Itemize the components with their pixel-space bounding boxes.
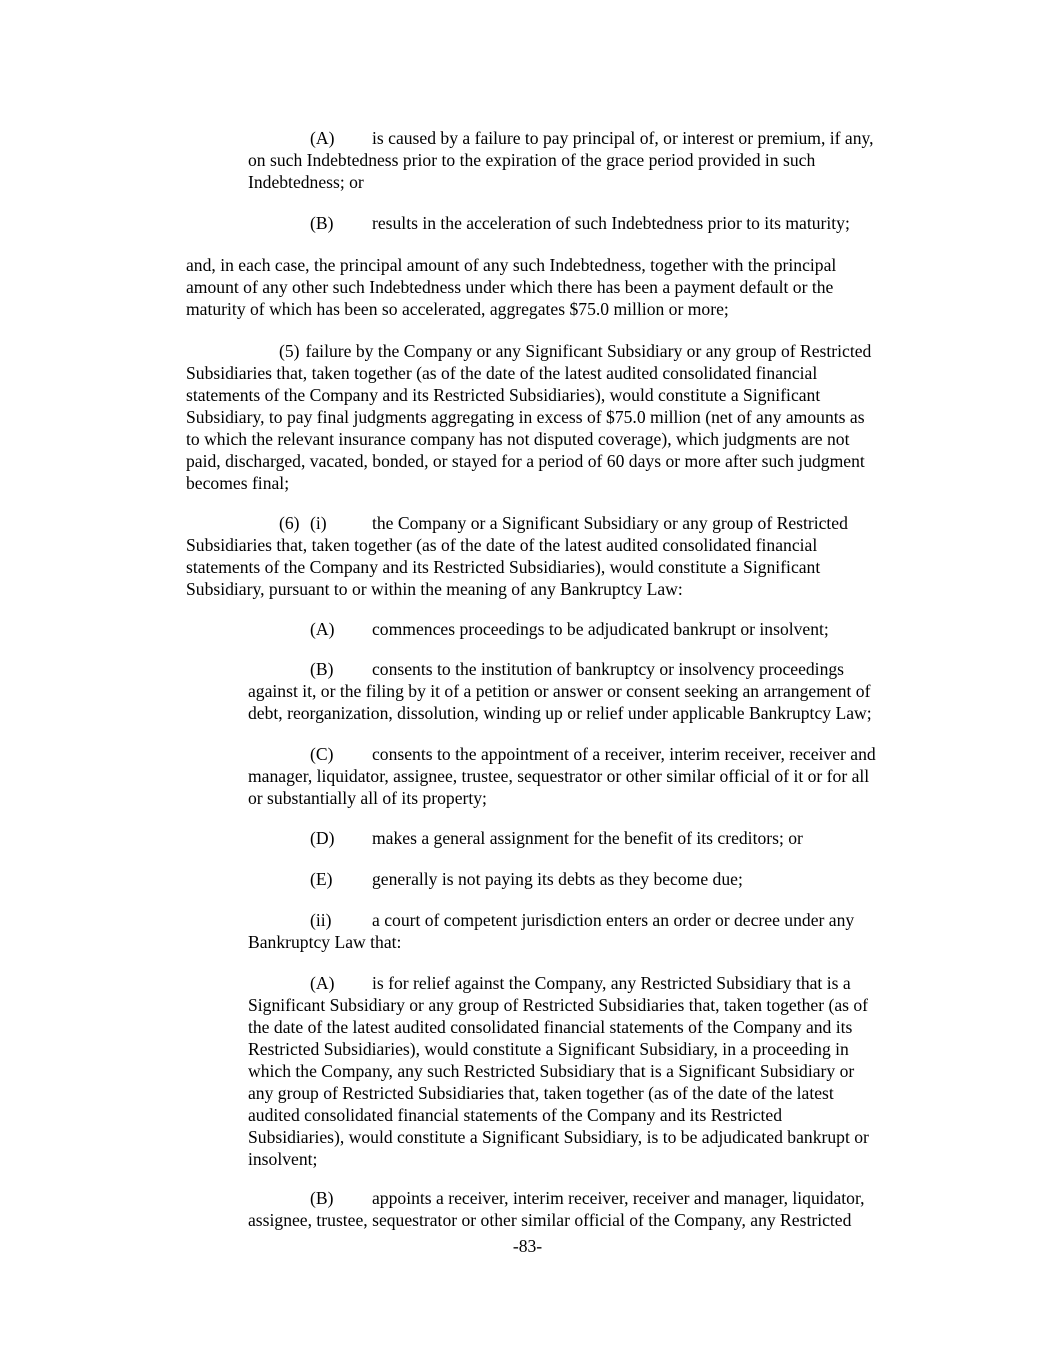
text-line: insolvent; [248,1149,318,1169]
text-line: Bankruptcy Law that: [248,932,402,952]
clause-6-i-bankruptcy [186,512,848,600]
text-line: which the Company, any such Restricted Subsidiary that is a Significant Subsidiary or [248,1061,855,1081]
text-line: Restricted Subsidiaries), would constitute a Significant Subsidiary, in a proceeding in [248,1039,849,1059]
text-line: and, in each case, the principal amount of any such Indebtedness, together with the principal [186,255,837,275]
clause-5-judgments [186,340,871,494]
text-line: results in the acceleration of such Indebtedness prior to its maturity; [372,213,850,233]
clause-label: (B) [310,1188,334,1208]
text-line: Subsidiaries that, taken together (as of the date of the latest audited consolidated financial [186,535,818,555]
text-line: Significant Subsidiary or any group of Restricted Subsidiaries that, taken together (as of [248,995,869,1015]
aggregate-paragraph [186,254,836,320]
clause-b-consents-institution [248,658,872,724]
text-line: audited consolidated financial statements of the Company and its Restricted [248,1105,783,1125]
clause-label: (D) [310,828,335,848]
text-line: Subsidiaries that, taken together (as of the date of the latest audited consolidated financial [186,363,818,383]
text-line: a court of competent jurisdiction enters an order or decree under any [372,910,855,930]
clause-label: (B) [310,213,334,233]
clause-sublabel: (i) [310,513,327,533]
clause-label: (A) [310,973,335,993]
text-line: maturity of which has been so accelerated, aggregates $75.0 million or more; [186,299,729,319]
text-line: is caused by a failure to pay principal of, or interest or premium, if any, [372,128,874,148]
text-line: consents to the appointment of a receiver, interim receiver, receiver and [372,744,876,764]
clause-a-commences [248,618,829,640]
clause-label: (6) [279,513,300,533]
clause-ii-court-order [248,909,854,953]
text-line: statements of the Company and its Restricted Subsidiaries), would constitute a Significant [186,385,821,405]
text-line: debt, reorganization, dissolution, winding up or relief under applicable Bankruptcy Law; [248,703,872,723]
text-line: failure by the Company or any Significant Subsidiary or any group of Restricted [305,341,872,361]
text-line: Subsidiary, pursuant to or within the meaning of any Bankruptcy Law: [186,579,683,599]
clause-d-assignment [248,827,803,849]
text-line: appoints a receiver, interim receiver, receiver and manager, liquidator, [372,1188,865,1208]
text-line: to which the relevant insurance company has not disputed coverage), which judgments are not [186,429,850,449]
clause-b-acceleration [248,212,850,234]
clause-label: (A) [310,619,335,639]
text-line: Subsidiary, to pay final judgments aggregating in excess of $75.0 million (net of any amounts as [186,407,865,427]
text-line: statements of the Company and its Restricted Subsidiaries), would constitute a Significant [186,557,821,577]
text-line: any group of Restricted Subsidiaries that, taken together (as of the date of the latest [248,1083,834,1103]
clause-label: (A) [310,128,335,148]
text-line: commences proceedings to be adjudicated bankrupt or insolvent; [372,619,829,639]
text-line: is for relief against the Company, any Restricted Subsidiary that is a [372,973,851,993]
page-number: -83- [512,1236,543,1256]
clause-a-payment-default [248,127,874,193]
text-line: assignee, trustee, sequestrator or other similar official of the Company, any Restricted [248,1210,852,1230]
text-line: paid, discharged, vacated, bonded, or stayed for a period of 60 days or more after such judgment [186,451,865,471]
text-line: becomes final; [186,473,290,493]
text-line: or substantially all of its property; [248,788,487,808]
clause-b-appoints [248,1187,865,1231]
text-line: consents to the institution of bankruptcy or insolvency proceedings [372,659,845,679]
text-line: makes a general assignment for the benefit of its creditors; or [372,828,803,848]
clause-label: (5) [279,341,300,361]
text-line: manager, liquidator, assignee, trustee, sequestrator or other similar official of it or for all [248,766,870,786]
text-line: generally is not paying its debts as they become due; [372,869,743,889]
text-line: the date of the latest audited consolidated financial statements of the Company and its [248,1017,853,1037]
text-line: the Company or a Significant Subsidiary or any group of Restricted [372,513,848,533]
clause-e-not-paying [248,868,743,890]
clause-label: (B) [310,659,334,679]
text-line: Indebtedness; or [248,172,364,192]
clause-c-consents-appointment [248,743,876,809]
clause-label: (ii) [310,910,332,930]
clause-label: (C) [310,744,334,764]
text-line: Subsidiaries), would constitute a Significant Subsidiary, is to be adjudicated bankrupt or [248,1127,869,1147]
text-line: against it, or the filing by it of a petition or answer or consent seeking an arrangement of [248,681,871,701]
text-line: amount of any other such Indebtedness under which there has been a payment default or the [186,277,834,297]
clause-label: (E) [310,869,333,889]
text-line: on such Indebtedness prior to the expiration of the grace period provided in such [248,150,816,170]
clause-a-relief [248,972,869,1170]
